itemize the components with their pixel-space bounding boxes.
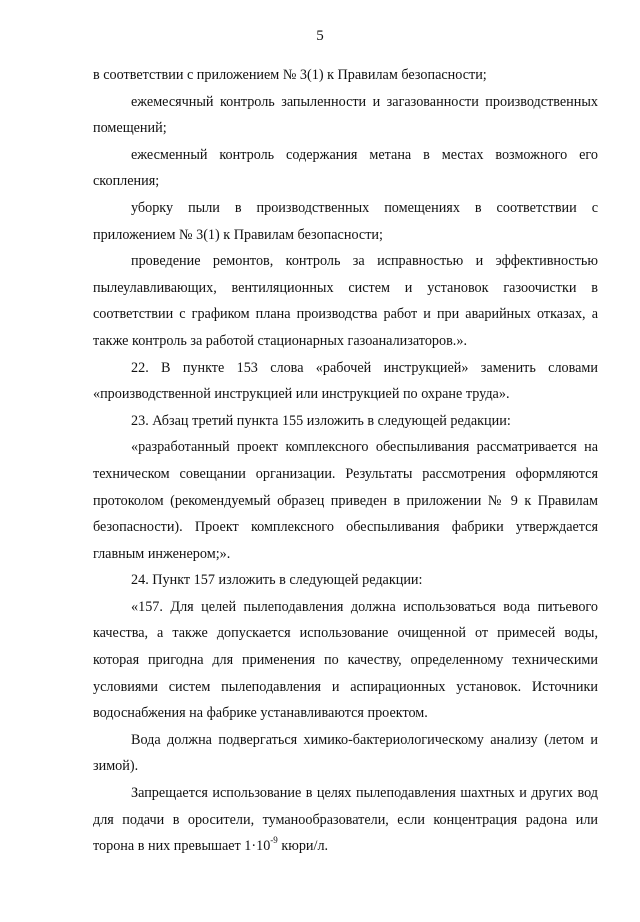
paragraph-5: проведение ремонтов, контроль за исправностью и эффективностью пылеулавливающих, вентиляционных систем и установок газоочистки в соответствии с графиком плана производства работ и при аварийных отказах, а также контроль за работой стационарных газоанализаторов.».	[93, 253, 598, 349]
paragraph-3: ежесменный контроль содержания метана в местах возможного его скопления;	[93, 146, 598, 190]
paragraph-10: «157. Для целей пылеподавления должна использоваться вода питьевого качества, а также допускается использование очищенной от примесей воды, которая пригодна для применения по качеству, определенному техническими условиями систем пылеподавления и аспирационных установок. Источники водоснабжения на фабрике устанавливаются проектом.	[93, 598, 598, 722]
unit: кюри/л.	[277, 838, 329, 855]
page-number: 5	[316, 28, 324, 44]
paragraph-2: ежемесячный контроль запыленности и загазованности производственных помещений;	[93, 93, 598, 137]
paragraph-9: 24. Пункт 157 изложить в следующей редакции:	[131, 572, 423, 589]
paragraph-12	[93, 780, 598, 860]
document-body	[93, 62, 598, 860]
paragraph-1: в соответствии с приложением № 3(1) к Правилам безопасности;	[93, 67, 487, 83]
paragraph-6: 22. В пункте 153 слова «рабочей инструкцией» заменить словами «производственной инструкцией или инструкцией по охране труда».	[93, 359, 598, 403]
exponent: -9	[270, 835, 278, 846]
paragraph-4: уборку пыли в производственных помещениях в соответствии с приложением № 3(1) к Правилам безопасности;	[93, 199, 598, 243]
paragraph-8: «разработанный проект комплексного обеспыливания рассматривается на техническом совещании организации. Результаты рассмотрения оформляются протоколом (рекомендуемый образец приведен в приложении № 9 к Правилам безопасности). Проект комплексного обеспыливания фабрики утверждается главным инженером;».	[93, 439, 598, 562]
paragraph-11: Вода должна подвергаться химико-бактериологическому анализу (летом и зимой).	[93, 731, 598, 775]
paragraph-12-text: Запрещается использование в целях пылеподавления шахтных и других вод для подачи в оросители, туманообразователи, если концентрация радона или торона в них превышает 1·10	[93, 785, 598, 855]
paragraph-7: 23. Абзац третий пункта 155 изложить в следующей редакции:	[131, 412, 511, 429]
